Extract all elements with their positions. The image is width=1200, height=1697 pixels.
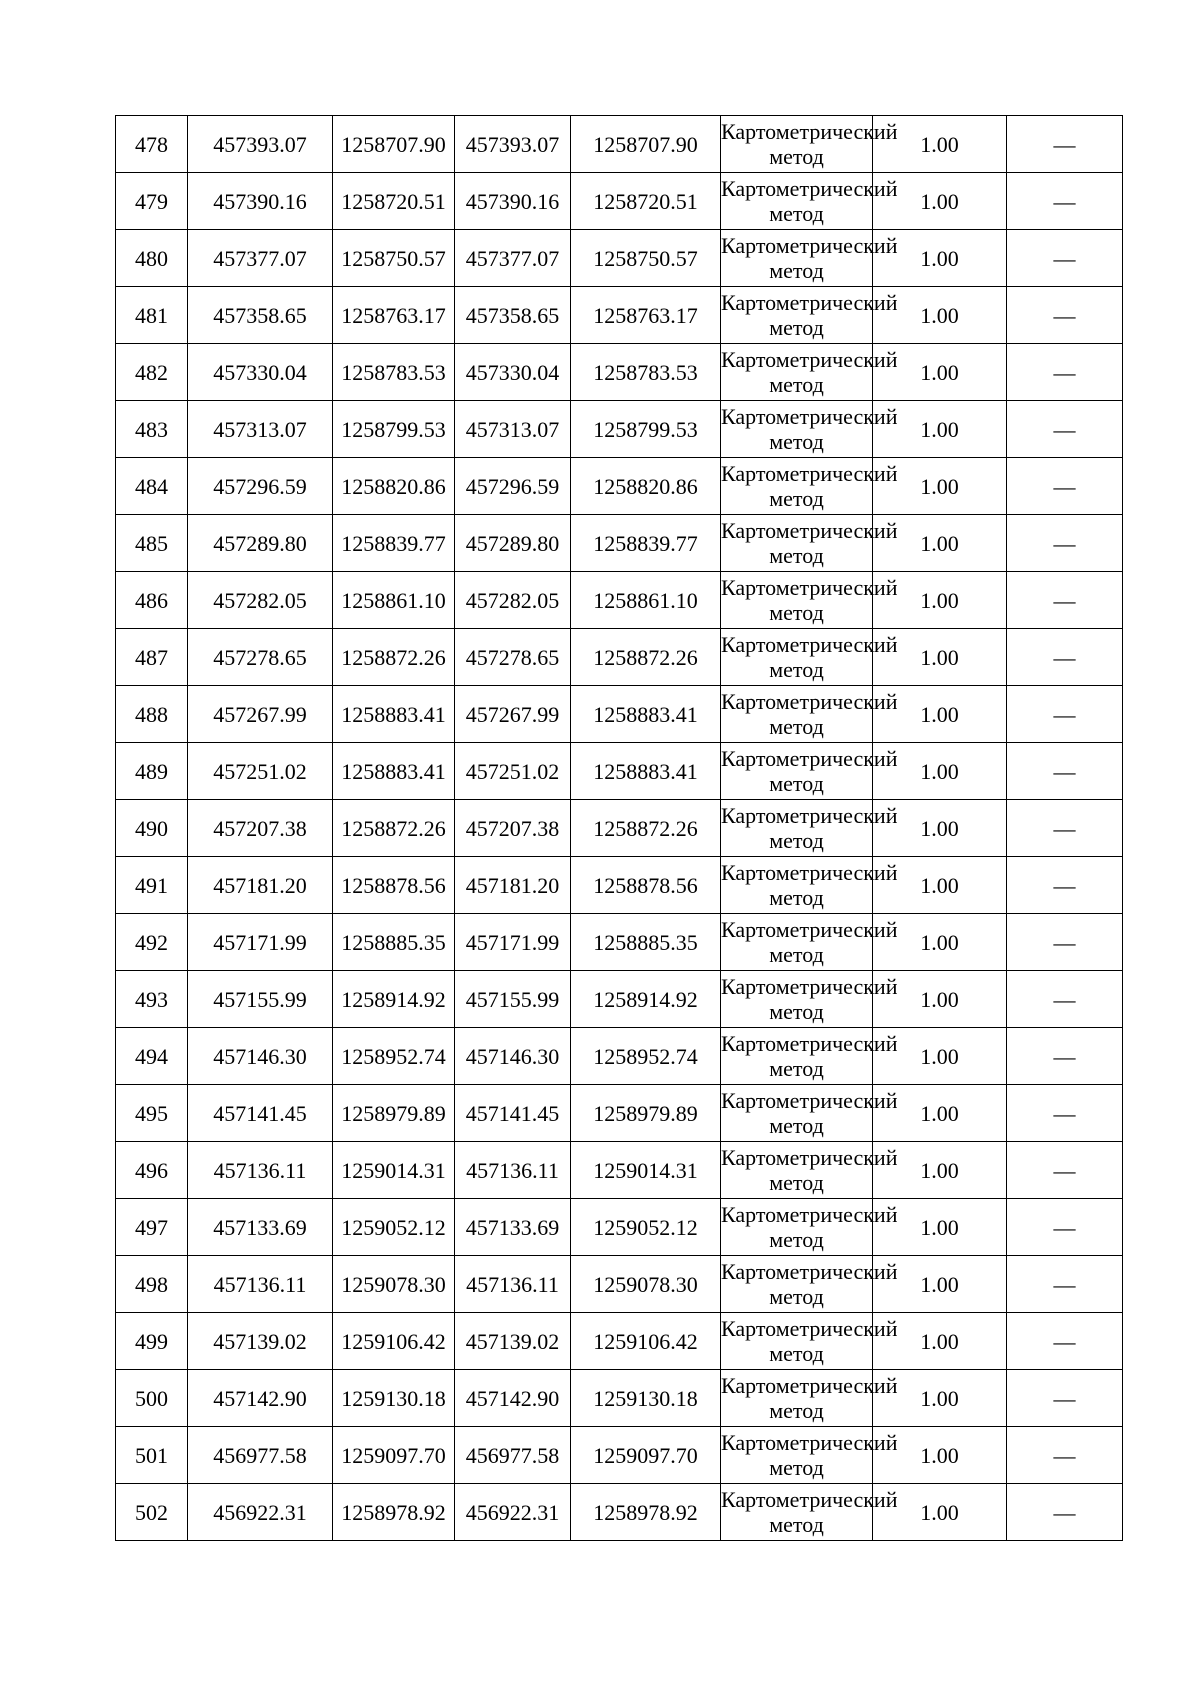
existing-x-cell: 457141.45 xyxy=(188,1085,333,1142)
accuracy-cell: 1.00 xyxy=(873,1427,1007,1484)
existing-y-cell: 1258707.90 xyxy=(333,116,455,173)
refined-x-cell: 457278.65 xyxy=(455,629,571,686)
existing-y-cell: 1258952.74 xyxy=(333,1028,455,1085)
refined-x-cell: 456922.31 xyxy=(455,1484,571,1541)
existing-x-cell: 457207.38 xyxy=(188,800,333,857)
refined-x-cell: 457358.65 xyxy=(455,287,571,344)
point-number-cell: 497 xyxy=(116,1199,188,1256)
refined-x-cell: 457330.04 xyxy=(455,344,571,401)
coordinates-table xyxy=(115,115,1123,1541)
accuracy-cell: 1.00 xyxy=(873,173,1007,230)
refined-y-cell: 1258763.17 xyxy=(571,287,721,344)
point-number-cell: 487 xyxy=(116,629,188,686)
note-cell: — xyxy=(1007,1142,1123,1199)
refined-y-cell: 1259130.18 xyxy=(571,1370,721,1427)
refined-x-cell: 457267.99 xyxy=(455,686,571,743)
note-cell: — xyxy=(1007,1028,1123,1085)
existing-y-cell: 1259078.30 xyxy=(333,1256,455,1313)
coordinates-table-body xyxy=(116,116,1123,1541)
existing-x-cell: 457171.99 xyxy=(188,914,333,971)
table-row xyxy=(116,515,1123,572)
refined-y-cell: 1258707.90 xyxy=(571,116,721,173)
note-cell: — xyxy=(1007,401,1123,458)
existing-y-cell: 1258839.77 xyxy=(333,515,455,572)
note-cell: — xyxy=(1007,287,1123,344)
note-cell: — xyxy=(1007,800,1123,857)
refined-y-cell: 1259014.31 xyxy=(571,1142,721,1199)
accuracy-cell: 1.00 xyxy=(873,914,1007,971)
note-cell: — xyxy=(1007,857,1123,914)
existing-x-cell: 457296.59 xyxy=(188,458,333,515)
existing-x-cell: 457136.11 xyxy=(188,1256,333,1313)
method-cell: Картометрический метод xyxy=(721,344,873,401)
accuracy-cell: 1.00 xyxy=(873,743,1007,800)
accuracy-cell: 1.00 xyxy=(873,1370,1007,1427)
table-row xyxy=(116,1370,1123,1427)
point-number-cell: 490 xyxy=(116,800,188,857)
note-cell: — xyxy=(1007,458,1123,515)
existing-x-cell: 457393.07 xyxy=(188,116,333,173)
note-cell: — xyxy=(1007,572,1123,629)
refined-y-cell: 1258799.53 xyxy=(571,401,721,458)
method-cell: Картометрический метод xyxy=(721,629,873,686)
method-cell: Картометрический метод xyxy=(721,686,873,743)
existing-y-cell: 1258979.89 xyxy=(333,1085,455,1142)
refined-y-cell: 1259052.12 xyxy=(571,1199,721,1256)
existing-y-cell: 1259014.31 xyxy=(333,1142,455,1199)
existing-y-cell: 1259130.18 xyxy=(333,1370,455,1427)
refined-x-cell: 457142.90 xyxy=(455,1370,571,1427)
existing-x-cell: 457155.99 xyxy=(188,971,333,1028)
method-cell: Картометрический метод xyxy=(721,230,873,287)
existing-y-cell: 1258883.41 xyxy=(333,686,455,743)
refined-y-cell: 1258872.26 xyxy=(571,800,721,857)
refined-x-cell: 457296.59 xyxy=(455,458,571,515)
note-cell: — xyxy=(1007,971,1123,1028)
accuracy-cell: 1.00 xyxy=(873,1484,1007,1541)
existing-x-cell: 457289.80 xyxy=(188,515,333,572)
accuracy-cell: 1.00 xyxy=(873,1085,1007,1142)
point-number-cell: 480 xyxy=(116,230,188,287)
accuracy-cell: 1.00 xyxy=(873,287,1007,344)
point-number-cell: 483 xyxy=(116,401,188,458)
method-cell: Картометрический метод xyxy=(721,800,873,857)
refined-y-cell: 1258883.41 xyxy=(571,743,721,800)
method-cell: Картометрический метод xyxy=(721,857,873,914)
existing-y-cell: 1258820.86 xyxy=(333,458,455,515)
method-cell: Картометрический метод xyxy=(721,1313,873,1370)
refined-y-cell: 1258878.56 xyxy=(571,857,721,914)
refined-y-cell: 1259097.70 xyxy=(571,1427,721,1484)
table-row xyxy=(116,230,1123,287)
refined-y-cell: 1258861.10 xyxy=(571,572,721,629)
refined-x-cell: 457377.07 xyxy=(455,230,571,287)
accuracy-cell: 1.00 xyxy=(873,800,1007,857)
point-number-cell: 489 xyxy=(116,743,188,800)
method-cell: Картометрический метод xyxy=(721,1427,873,1484)
existing-x-cell: 457278.65 xyxy=(188,629,333,686)
refined-x-cell: 457313.07 xyxy=(455,401,571,458)
note-cell: — xyxy=(1007,1484,1123,1541)
refined-y-cell: 1258783.53 xyxy=(571,344,721,401)
method-cell: Картометрический метод xyxy=(721,173,873,230)
note-cell: — xyxy=(1007,1370,1123,1427)
method-cell: Картометрический метод xyxy=(721,1028,873,1085)
accuracy-cell: 1.00 xyxy=(873,230,1007,287)
accuracy-cell: 1.00 xyxy=(873,629,1007,686)
table-row xyxy=(116,971,1123,1028)
refined-y-cell: 1258979.89 xyxy=(571,1085,721,1142)
point-number-cell: 488 xyxy=(116,686,188,743)
refined-x-cell: 457141.45 xyxy=(455,1085,571,1142)
accuracy-cell: 1.00 xyxy=(873,1199,1007,1256)
refined-y-cell: 1259078.30 xyxy=(571,1256,721,1313)
method-cell: Картометрический метод xyxy=(721,116,873,173)
method-cell: Картометрический метод xyxy=(721,515,873,572)
table-row xyxy=(116,173,1123,230)
table-row xyxy=(116,1199,1123,1256)
point-number-cell: 493 xyxy=(116,971,188,1028)
point-number-cell: 479 xyxy=(116,173,188,230)
table-row xyxy=(116,116,1123,173)
refined-y-cell: 1258839.77 xyxy=(571,515,721,572)
existing-x-cell: 457377.07 xyxy=(188,230,333,287)
method-cell: Картометрический метод xyxy=(721,743,873,800)
refined-x-cell: 457146.30 xyxy=(455,1028,571,1085)
existing-x-cell: 457139.02 xyxy=(188,1313,333,1370)
point-number-cell: 494 xyxy=(116,1028,188,1085)
note-cell: — xyxy=(1007,230,1123,287)
note-cell: — xyxy=(1007,344,1123,401)
existing-x-cell: 457282.05 xyxy=(188,572,333,629)
note-cell: — xyxy=(1007,743,1123,800)
table-row xyxy=(116,287,1123,344)
table-row xyxy=(116,458,1123,515)
note-cell: — xyxy=(1007,914,1123,971)
existing-y-cell: 1258799.53 xyxy=(333,401,455,458)
existing-y-cell: 1258750.57 xyxy=(333,230,455,287)
method-cell: Картометрический метод xyxy=(721,1142,873,1199)
refined-x-cell: 457282.05 xyxy=(455,572,571,629)
method-cell: Картометрический метод xyxy=(721,287,873,344)
accuracy-cell: 1.00 xyxy=(873,1142,1007,1199)
existing-y-cell: 1258878.56 xyxy=(333,857,455,914)
existing-x-cell: 457146.30 xyxy=(188,1028,333,1085)
refined-y-cell: 1258914.92 xyxy=(571,971,721,1028)
accuracy-cell: 1.00 xyxy=(873,971,1007,1028)
method-cell: Картометрический метод xyxy=(721,458,873,515)
table-row xyxy=(116,686,1123,743)
table-row xyxy=(116,344,1123,401)
accuracy-cell: 1.00 xyxy=(873,857,1007,914)
point-number-cell: 501 xyxy=(116,1427,188,1484)
point-number-cell: 486 xyxy=(116,572,188,629)
method-cell: Картометрический метод xyxy=(721,1199,873,1256)
refined-y-cell: 1258952.74 xyxy=(571,1028,721,1085)
method-cell: Картометрический метод xyxy=(721,572,873,629)
accuracy-cell: 1.00 xyxy=(873,116,1007,173)
existing-x-cell: 457313.07 xyxy=(188,401,333,458)
method-cell: Картометрический метод xyxy=(721,1085,873,1142)
note-cell: — xyxy=(1007,686,1123,743)
existing-x-cell: 456922.31 xyxy=(188,1484,333,1541)
table-row xyxy=(116,743,1123,800)
table-row xyxy=(116,1427,1123,1484)
table-row xyxy=(116,800,1123,857)
existing-y-cell: 1258872.26 xyxy=(333,629,455,686)
table-row xyxy=(116,572,1123,629)
note-cell: — xyxy=(1007,515,1123,572)
point-number-cell: 499 xyxy=(116,1313,188,1370)
note-cell: — xyxy=(1007,116,1123,173)
point-number-cell: 502 xyxy=(116,1484,188,1541)
refined-x-cell: 457136.11 xyxy=(455,1142,571,1199)
method-cell: Картометрический метод xyxy=(721,1256,873,1313)
existing-x-cell: 457133.69 xyxy=(188,1199,333,1256)
table-row xyxy=(116,1085,1123,1142)
refined-x-cell: 457393.07 xyxy=(455,116,571,173)
refined-x-cell: 457390.16 xyxy=(455,173,571,230)
point-number-cell: 484 xyxy=(116,458,188,515)
existing-y-cell: 1258861.10 xyxy=(333,572,455,629)
table-row xyxy=(116,629,1123,686)
existing-y-cell: 1258914.92 xyxy=(333,971,455,1028)
point-number-cell: 500 xyxy=(116,1370,188,1427)
refined-y-cell: 1258820.86 xyxy=(571,458,721,515)
note-cell: — xyxy=(1007,1199,1123,1256)
existing-y-cell: 1259097.70 xyxy=(333,1427,455,1484)
existing-y-cell: 1258978.92 xyxy=(333,1484,455,1541)
table-row xyxy=(116,1484,1123,1541)
method-cell: Картометрический метод xyxy=(721,971,873,1028)
existing-x-cell: 457358.65 xyxy=(188,287,333,344)
existing-y-cell: 1258720.51 xyxy=(333,173,455,230)
table-row xyxy=(116,857,1123,914)
method-cell: Картометрический метод xyxy=(721,914,873,971)
point-number-cell: 481 xyxy=(116,287,188,344)
existing-y-cell: 1258883.41 xyxy=(333,743,455,800)
refined-y-cell: 1258978.92 xyxy=(571,1484,721,1541)
table-row xyxy=(116,401,1123,458)
point-number-cell: 496 xyxy=(116,1142,188,1199)
refined-x-cell: 457289.80 xyxy=(455,515,571,572)
refined-x-cell: 457251.02 xyxy=(455,743,571,800)
accuracy-cell: 1.00 xyxy=(873,401,1007,458)
point-number-cell: 495 xyxy=(116,1085,188,1142)
existing-y-cell: 1259052.12 xyxy=(333,1199,455,1256)
refined-x-cell: 457136.11 xyxy=(455,1256,571,1313)
existing-x-cell: 457136.11 xyxy=(188,1142,333,1199)
point-number-cell: 492 xyxy=(116,914,188,971)
point-number-cell: 478 xyxy=(116,116,188,173)
note-cell: — xyxy=(1007,1256,1123,1313)
accuracy-cell: 1.00 xyxy=(873,572,1007,629)
table-row xyxy=(116,1256,1123,1313)
method-cell: Картометрический метод xyxy=(721,1370,873,1427)
refined-x-cell: 457181.20 xyxy=(455,857,571,914)
table-row xyxy=(116,914,1123,971)
refined-y-cell: 1258750.57 xyxy=(571,230,721,287)
existing-y-cell: 1258885.35 xyxy=(333,914,455,971)
note-cell: — xyxy=(1007,1427,1123,1484)
refined-y-cell: 1258885.35 xyxy=(571,914,721,971)
accuracy-cell: 1.00 xyxy=(873,1256,1007,1313)
existing-y-cell: 1258783.53 xyxy=(333,344,455,401)
point-number-cell: 491 xyxy=(116,857,188,914)
existing-y-cell: 1258872.26 xyxy=(333,800,455,857)
refined-y-cell: 1258883.41 xyxy=(571,686,721,743)
note-cell: — xyxy=(1007,629,1123,686)
refined-y-cell: 1258720.51 xyxy=(571,173,721,230)
refined-x-cell: 457155.99 xyxy=(455,971,571,1028)
accuracy-cell: 1.00 xyxy=(873,344,1007,401)
refined-y-cell: 1258872.26 xyxy=(571,629,721,686)
note-cell: — xyxy=(1007,173,1123,230)
point-number-cell: 482 xyxy=(116,344,188,401)
refined-y-cell: 1259106.42 xyxy=(571,1313,721,1370)
existing-x-cell: 457330.04 xyxy=(188,344,333,401)
existing-x-cell: 456977.58 xyxy=(188,1427,333,1484)
method-cell: Картометрический метод xyxy=(721,401,873,458)
accuracy-cell: 1.00 xyxy=(873,1313,1007,1370)
refined-x-cell: 457139.02 xyxy=(455,1313,571,1370)
table-row xyxy=(116,1313,1123,1370)
existing-x-cell: 457267.99 xyxy=(188,686,333,743)
existing-x-cell: 457251.02 xyxy=(188,743,333,800)
existing-x-cell: 457142.90 xyxy=(188,1370,333,1427)
note-cell: — xyxy=(1007,1313,1123,1370)
method-cell: Картометрический метод xyxy=(721,1484,873,1541)
table-row xyxy=(116,1028,1123,1085)
accuracy-cell: 1.00 xyxy=(873,515,1007,572)
existing-y-cell: 1259106.42 xyxy=(333,1313,455,1370)
table-row xyxy=(116,1142,1123,1199)
accuracy-cell: 1.00 xyxy=(873,1028,1007,1085)
point-number-cell: 498 xyxy=(116,1256,188,1313)
refined-x-cell: 457207.38 xyxy=(455,800,571,857)
note-cell: — xyxy=(1007,1085,1123,1142)
accuracy-cell: 1.00 xyxy=(873,686,1007,743)
refined-x-cell: 456977.58 xyxy=(455,1427,571,1484)
refined-x-cell: 457133.69 xyxy=(455,1199,571,1256)
accuracy-cell: 1.00 xyxy=(873,458,1007,515)
refined-x-cell: 457171.99 xyxy=(455,914,571,971)
point-number-cell: 485 xyxy=(116,515,188,572)
existing-x-cell: 457181.20 xyxy=(188,857,333,914)
existing-y-cell: 1258763.17 xyxy=(333,287,455,344)
existing-x-cell: 457390.16 xyxy=(188,173,333,230)
